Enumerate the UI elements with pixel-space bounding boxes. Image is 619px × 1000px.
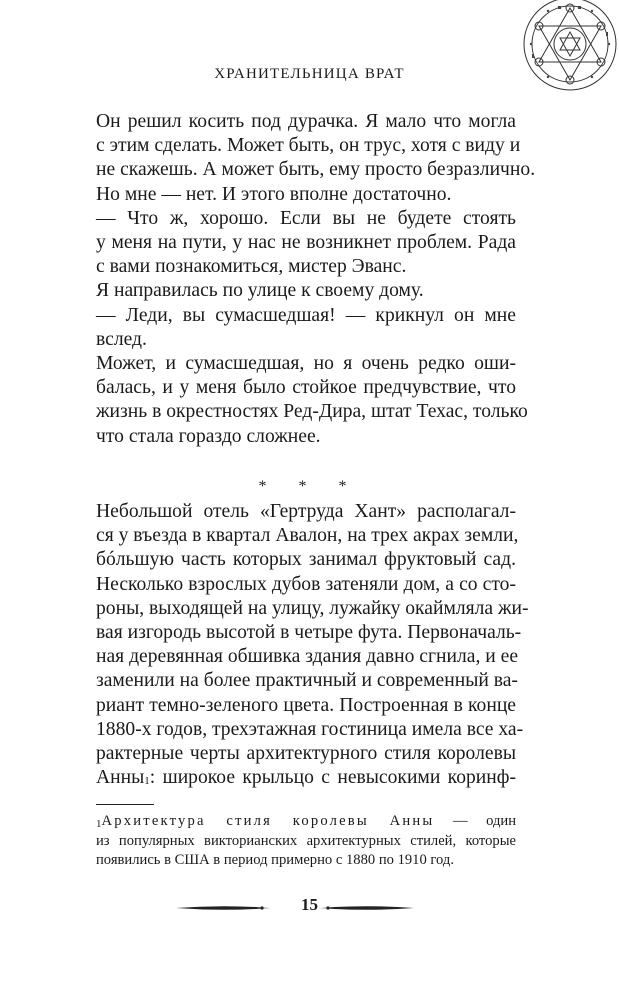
footnote — [96, 812, 516, 871]
text-line: вая изгородь высотой в четыре фута. Первоначаль- — [96, 622, 522, 644]
text-line: — Что ж, хорошо. Если вы не будете стоять — [96, 207, 516, 229]
text-line: Я направилась по улице к своему дому. — [96, 280, 424, 302]
text-line: вслед. — [96, 328, 147, 350]
page-number: 15 — [301, 895, 318, 914]
text-fragment: Анны — [96, 767, 145, 789]
footnote-marker: 1 — [96, 818, 102, 830]
text-line: ная деревянная обшивка здания давно сгнила, и ее — [96, 646, 519, 668]
text-line: Может, и сумасшедшая, но я очень редко оши- — [96, 353, 516, 375]
footnote-reference[interactable]: 1 — [144, 775, 150, 788]
text-line: рактерные черты архитектурного стиля королевы — [96, 743, 516, 765]
text-line: жизнь в окрестностях Ред-Дира, штат Техас, только — [96, 401, 528, 423]
text-line: 1880-х годов, трехэтажная гостиница имела все ха- — [96, 718, 524, 740]
footnote-line: появились в США в период примерно с 1880 по 1910 год. — [96, 852, 454, 868]
text-line: у меня на пути, у нас не возникнет проблем. Рада — [96, 232, 516, 254]
text-line: Несколько взрослых дубов затеняли дом, а со сто- — [96, 573, 516, 595]
text-line: роны, выходящей на улицу, лужайку окаймляла жи- — [96, 597, 529, 619]
paragraph-block-2 — [96, 500, 529, 790]
flourish-ornament-icon — [318, 904, 414, 912]
text-line: балась, и у меня было стойкое предчувствие, что — [96, 377, 516, 399]
text-line: бóльшую часть которых занимал фруктовый сад. — [96, 549, 516, 571]
section-separator: * * * — [258, 478, 361, 495]
text-line: Он решил косить под дурачка. Я мало что могла — [96, 111, 516, 132]
text-line: что стала гораздо сложнее. — [96, 425, 321, 447]
footnote-term: Архитектура стиля королевы Анны — [101, 813, 435, 829]
text-fragment: : широкое крыльцо с невысокими коринф- — [149, 767, 516, 789]
footnote-divider — [96, 804, 154, 805]
footnote-text: — один — [434, 813, 516, 829]
paragraph-block-1 — [96, 110, 536, 449]
footnote-line — [96, 812, 516, 832]
running-title: ХРАНИТЕЛЬНИЦА ВРАТ — [214, 66, 405, 82]
text-line: не скажешь. А может быть, ему просто безразлично. — [96, 159, 536, 181]
text-line: Но мне — нет. И этого вполне достаточно. — [96, 183, 452, 205]
text-line: ся у въезда в квартал Авалон, на трех акрах земли, — [96, 525, 519, 547]
text-line: с вами познакомиться, мистер Эванс. — [96, 256, 407, 278]
occult-circle-icon — [518, 0, 619, 102]
text-line: Небольшой отель «Гертруда Хант» располагал- — [96, 501, 516, 522]
text-line: — Леди, вы сумасшедшая! — крикнул он мне — [96, 304, 516, 326]
text-line: заменили на более практичный и современный ва- — [96, 670, 518, 692]
text-line — [96, 766, 516, 790]
text-line: риант темно-зеленого цвета. Построенная в конце — [96, 694, 516, 716]
folio — [0, 893, 619, 923]
footnote-line: из популярных викторианских архитектурных стилей, которые — [96, 832, 516, 849]
text-line: с этим сделать. Может быть, он трус, хотя с виду и — [96, 135, 521, 157]
